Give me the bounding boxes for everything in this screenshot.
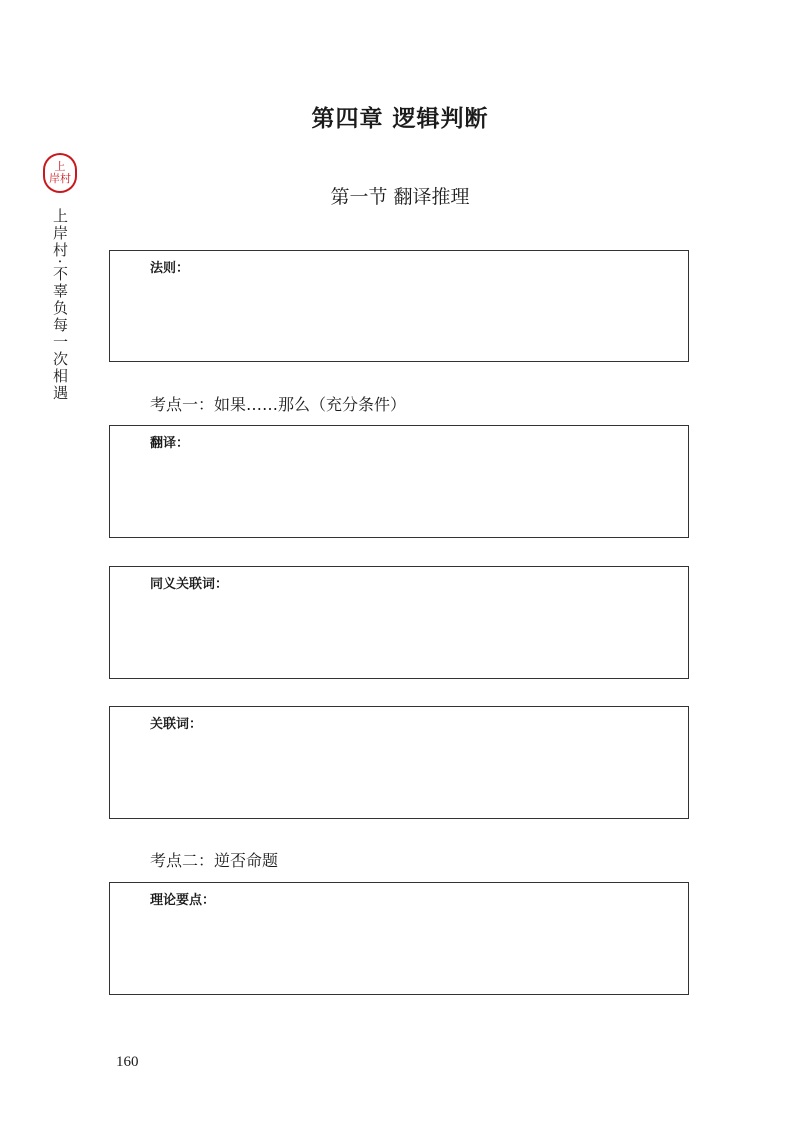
translation-label: 翻译： [150,436,190,451]
point-one-heading: 考点一：如果……那么（充分条件） [150,395,407,414]
connectives-label: 关联词： [150,717,203,732]
section-title: 第一节 翻译推理 [330,186,470,208]
translation-box [109,425,689,538]
sidebar-slogan: 上岸村·不辜负每一次相遇 [51,208,69,402]
theory-points-box [109,882,689,995]
page-number: 160 [116,1054,139,1070]
connectives-box [109,706,689,819]
chapter-title: 第四章 逻辑判断 [311,105,489,132]
point-two-heading: 考点二：逆否命题 [150,851,279,870]
rules-box [109,250,689,362]
seal-lower-text: 岸村 [49,172,71,185]
rules-label: 法则： [150,261,190,276]
synonyms-box [109,566,689,679]
seal-upper-text: 上 [54,160,66,173]
theory-points-label: 理论要点： [150,893,216,908]
synonyms-label: 同义关联词： [150,577,229,592]
